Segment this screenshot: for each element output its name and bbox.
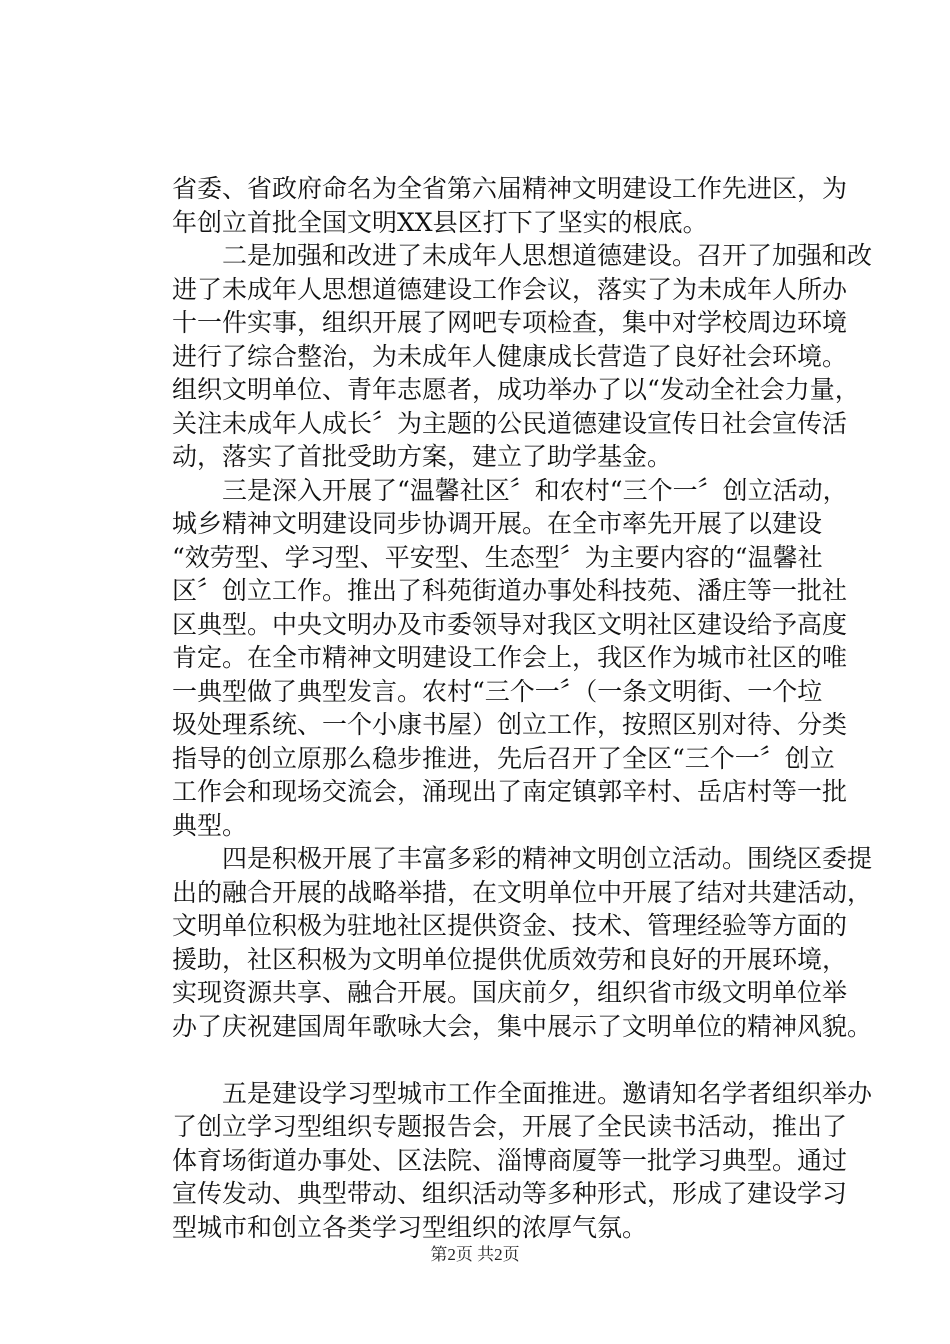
text-line: 指导的创立原那么稳步推进，先后召开了全区“三个一〞创立 xyxy=(172,743,835,773)
text-line: 组织文明单位、青年志愿者，成功举办了以“发动全社会力量， xyxy=(172,375,860,404)
text-line: 进行了综合整治，为未成年人健康成长营造了良好社会环境。 xyxy=(172,341,848,371)
text-line: 一典型做了典型发言。农村“三个一〞（一条文明街、一个垃 xyxy=(172,676,823,706)
paragraph-4 xyxy=(172,842,873,1043)
text-line: 宣传发动、典型带动、组织活动等多种形式，形成了建设学习 xyxy=(172,1179,848,1208)
page-number-footer: 第2页 共2页 xyxy=(430,1245,520,1264)
text-line: 三是深入开展了“温馨社区〞和农村“三个一〞创立活动， xyxy=(222,475,848,505)
text-line: 区〞创立工作。推出了科苑街道办事处科技苑、潘庄等一批社 xyxy=(172,576,848,605)
paragraph-5 xyxy=(172,1077,873,1245)
body-text xyxy=(172,172,873,1244)
text-line: 文明单位积极为驻地社区提供资金、技术、管理经验等方面的 xyxy=(172,911,848,940)
text-line: 动，落实了首批受助方案，建立了助学基金。 xyxy=(172,442,673,471)
paragraph-continuation xyxy=(172,172,852,239)
text-line: 典型。 xyxy=(172,810,248,840)
text-line: 二是加强和改进了未成年人思想道德建设。召开了加强和改 xyxy=(222,241,873,270)
text-line: 五是建设学习型城市工作全面推进。邀请知名学者组织举办 xyxy=(222,1078,873,1108)
text-line: 进了未成年人思想道德建设工作会议，落实了为未成年人所办 xyxy=(172,274,848,304)
text-line: 工作会和现场交流会，涌现出了南定镇郭辛村、岳店村等一批 xyxy=(172,777,848,806)
text-line: 城乡精神文明建设同步协调开展。在全市率先开展了以建设 xyxy=(172,509,823,538)
text-line: 省委、省政府命名为全省第六届精神文明建设工作先进区，为 xyxy=(172,174,848,203)
text-line: 关注未成年人成长〞为主题的公民道德建设宣传日社会宣传活 xyxy=(172,408,848,438)
text-line: 肯定。在全市精神文明建设工作会上，我区作为城市社区的唯 xyxy=(172,643,848,672)
text-line: 年创立首批全国文明XX县区打下了坚实的根底。 xyxy=(172,207,708,237)
text-line: 型城市和创立各类学习型组织的浓厚气氛。 xyxy=(172,1212,648,1242)
text-line: 实现资源共享、融合开展。国庆前夕，组织省市级文明单位举 xyxy=(172,978,848,1007)
paragraph-2 xyxy=(172,239,873,474)
text-line: 四是积极开展了丰富多彩的精神文明创立活动。围绕区委提 xyxy=(222,844,873,873)
paragraph-3 xyxy=(172,474,852,843)
text-line: 援助，社区积极为文明单位提供优质效劳和良好的开展环境， xyxy=(172,944,848,974)
paragraph-spacer xyxy=(172,1043,852,1077)
text-line: 体育场街道办事处、区法院、淄博商厦等一批学习典型。通过 xyxy=(172,1145,848,1175)
text-line: 圾处理系统、一个小康书屋）创立工作，按照区别对待、分类 xyxy=(172,710,848,739)
text-line: 办了庆祝建国周年歌咏大会，集中展示了文明单位的精神风貌。 xyxy=(172,1011,873,1041)
text-line: 十一件实事，组织开展了网吧专项检查，集中对学校周边环境 xyxy=(172,308,848,337)
text-line: 区典型。中央文明办及市委领导对我区文明社区建设给予高度 xyxy=(172,609,848,639)
text-line: 出的融合开展的战略举措，在文明单位中开展了结对共建活动， xyxy=(172,877,873,907)
text-line: “效劳型、学习型、平安型、生态型〞为主要内容的“温馨社 xyxy=(172,542,823,572)
text-line: 了创立学习型组织专题报告会，开展了全民读书活动，推出了 xyxy=(172,1112,848,1141)
